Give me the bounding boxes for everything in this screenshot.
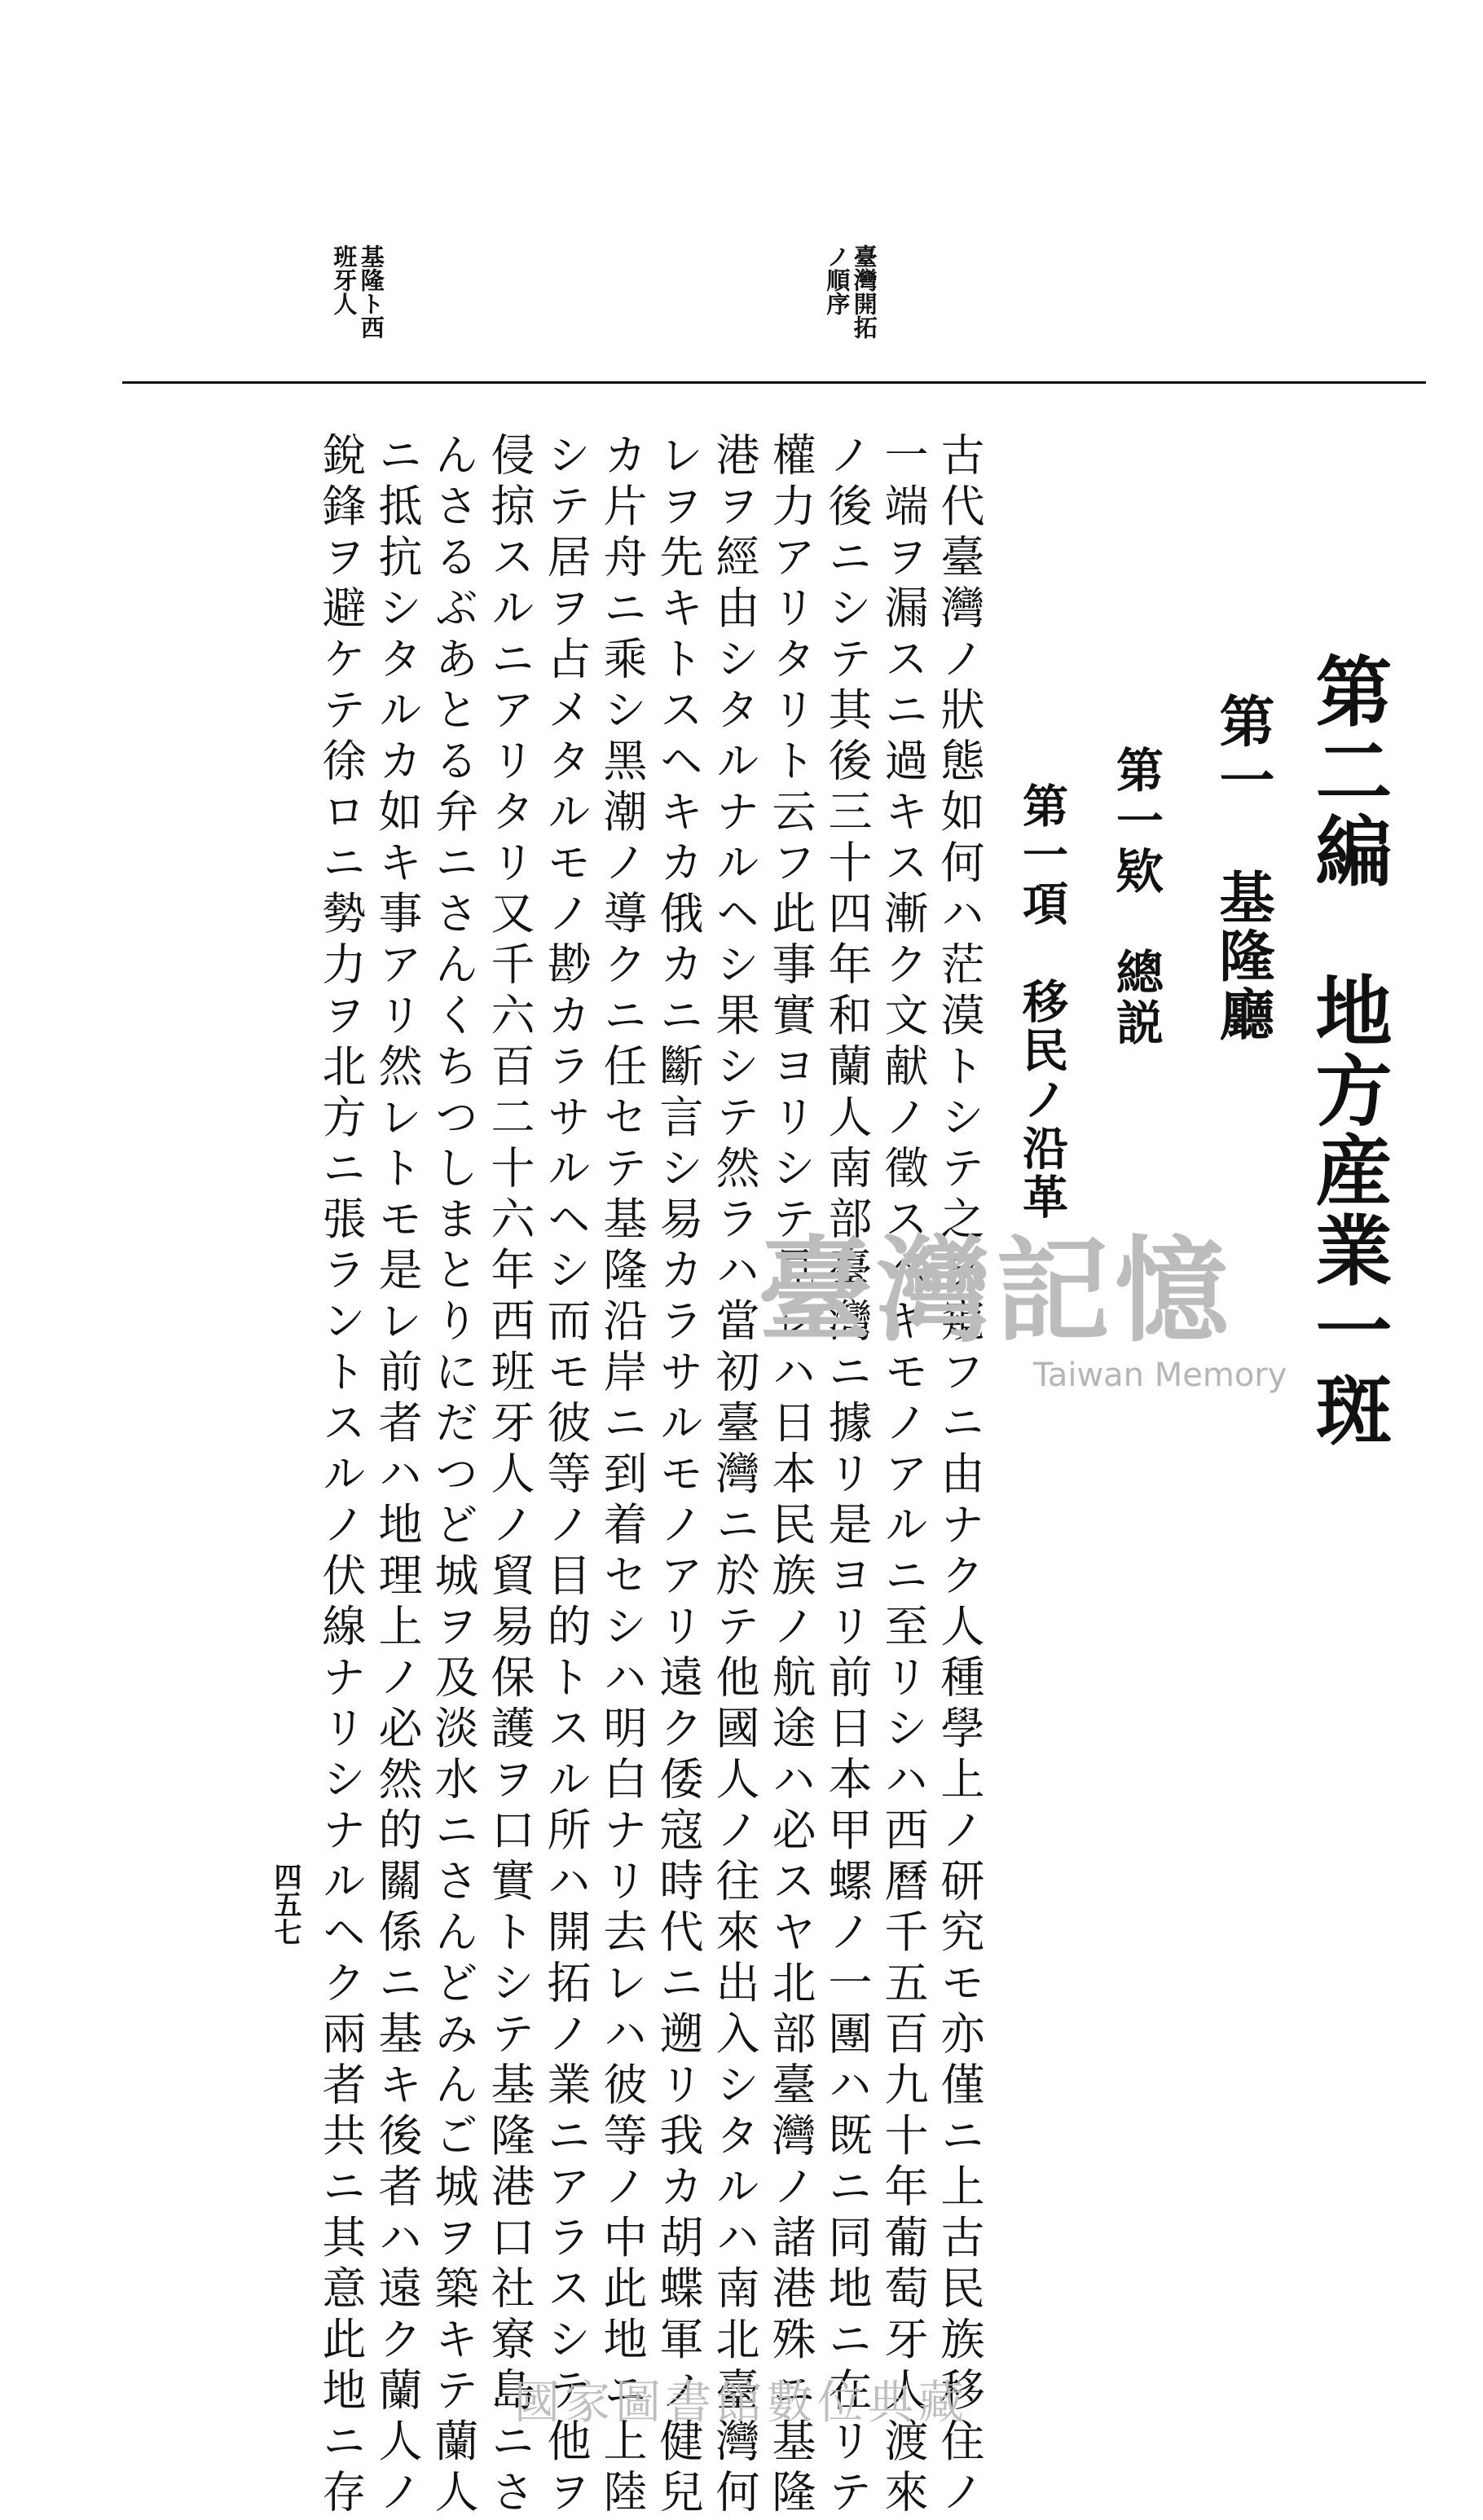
body-line: 港ヲ經由シタルナルヘシ果シテ然ラハ當初臺灣ニ於テ他國人ノ往來出入シタルハ南北臺灣何 bbox=[709, 432, 760, 2520]
library-footer: 國家圖書館數位典藏 bbox=[514, 2377, 969, 2430]
body-line: 古代臺灣ノ狀態如何ハ茫漠トシテ之ヲ窺フニ由ナク人種學上ノ研究モ亦僅ニ上古民族移住ノ bbox=[934, 432, 985, 2520]
watermark-subtitle: Taiwan Memory bbox=[1033, 1357, 1287, 1394]
body-line: ノ後ニシテ其後三十四年和蘭人南部臺灣ニ據リ是ヨリ前日本甲螺ノ一團ハ既ニ同地ニ在リテ bbox=[821, 432, 873, 2520]
body-line: んさるぶあとる弁ニさんくちつしまとりにだつど城ヲ及淡水ニさんどみんご城ヲ築キテ蘭人 bbox=[428, 432, 479, 2520]
body-line: 一端ヲ漏スニ過キス漸ク文献ノ徵スヘキモノアルニ至リシハ西曆千五百九十年葡萄牙人渡來 bbox=[878, 432, 929, 2520]
body-line: シテ居ヲ占メタルモノ尠カラサルヘシ而モ彼等ノ目的トスル所ハ開拓ノ業ニアラスシテ他ヲ bbox=[540, 432, 592, 2520]
page-number: 四五七 bbox=[269, 1863, 301, 1946]
body-line: カ片舟ニ乘シ黑潮ノ導クニ任セテ基隆沿岸ニ到着セシハ明白ナリ去レハ彼等ノ中此地ニ上陸 bbox=[596, 432, 648, 2520]
header-rule bbox=[122, 381, 1426, 384]
part-title: 第二編 地方産業一斑 bbox=[1302, 652, 1391, 1450]
body-line: 權力アリタリト云フ此事實ヨリシテ見レハ日本民族ノ航途ハ必スヤ北部臺灣ノ諸港殊ニ基隆 bbox=[765, 432, 816, 2520]
margin-note-taiwan-settlement: 臺灣開拓 ノ順序 bbox=[823, 244, 878, 339]
chapter-title: 第一 基隆廳 bbox=[1210, 693, 1274, 1045]
watermark-logo: 臺灣記憶 bbox=[758, 1225, 1234, 1358]
body-line: 銳鋒ヲ避ケテ徐ロニ勢力ヲ北方ニ張ラントスルノ伏線ナリシナルヘク兩者共ニ其意此地ニ存 bbox=[315, 432, 367, 2520]
watermark bbox=[758, 1225, 1287, 1422]
item-title: 第一項 移民ノ沿革 bbox=[1015, 782, 1068, 1222]
section-title: 第一欵 總説 bbox=[1108, 745, 1164, 1049]
body-line: レヲ先キトスヘキカ俄カニ斷言シ易カラサルモノアリ遠ク倭寇時代ニ遡リ我カ胡蝶軍ノ健兒 bbox=[653, 432, 704, 2520]
margin-note-keelung-spaniards: 基隆ト西 班牙人 bbox=[330, 244, 385, 339]
body-line: ニ抵抗シタルカ如キ事アリ然レトモ是レ前者ハ地理上ノ必然的關係ニ基キ後者ハ遠ク蘭人ノ bbox=[372, 432, 423, 2520]
body-line: 侵掠スルニアリタリ又千六百二十六年西班牙人ノ貿易保護ヲ口實トシテ基隆港口社寮島ニさ bbox=[484, 432, 535, 2520]
